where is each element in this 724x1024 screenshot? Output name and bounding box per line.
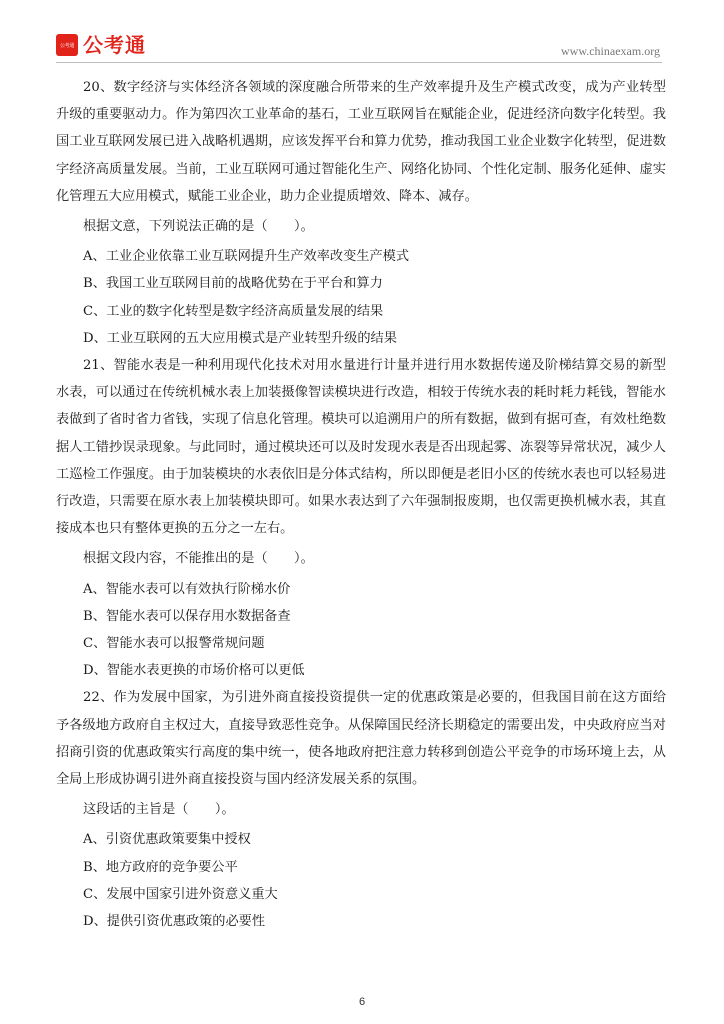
logo-mark-icon: 公考通 xyxy=(56,34,78,56)
page-header xyxy=(56,34,662,62)
question-passage: 22、作为发展中国家，为引进外商直接投资提供一定的优惠政策是必要的，但我国目前在这方面给予各级地方政府自主权过大，直接导致恶性竞争。从保障国民经济长期稳定的需要出发，中央政府应当对招商引资的优惠政策实行高度的集中统一，使各地政府把注意力转移到创造公平竞争的市场环境上去，从全局上形成协调引进外商直接投资与国内经济发展关系的氛围。 xyxy=(56,690,666,788)
logo-text: 公考通 xyxy=(83,33,146,57)
option-a: A、智能水表可以有效执行阶梯水价 xyxy=(83,581,291,597)
question-20 xyxy=(56,74,666,352)
option-c: C、发展中国家引进外资意义重大 xyxy=(83,886,278,902)
option-d: D、提供引资优惠政策的必要性 xyxy=(83,914,266,930)
header-divider xyxy=(56,62,662,63)
page-number: 6 xyxy=(358,996,366,1008)
option-a: A、工业企业依靠工业互联网提升生产效率改变生产模式 xyxy=(83,249,410,265)
option-b: B、智能水表可以保存用水数据备查 xyxy=(83,608,291,624)
question-stem: 这段话的主旨是（ ）。 xyxy=(83,802,235,818)
option-c: C、工业的数字化转型是数字经济高质量发展的结果 xyxy=(83,303,384,319)
question-stem: 根据文意，下列说法正确的是（ ）。 xyxy=(83,219,314,235)
document-body xyxy=(56,74,666,935)
site-url[interactable]: www.chinaexam.org xyxy=(561,44,660,58)
option-b: B、我国工业互联网目前的战略优势在于平台和算力 xyxy=(83,276,383,292)
option-d: D、智能水表更换的市场价格可以更低 xyxy=(83,663,305,679)
option-c: C、智能水表可以报警常规问题 xyxy=(83,636,265,652)
question-21 xyxy=(56,352,666,684)
option-a: A、引资优惠政策要集中授权 xyxy=(83,832,251,848)
logo[interactable] xyxy=(56,34,146,56)
question-passage: 20、数字经济与实体经济各领域的深度融合所带来的生产效率提升及生产模式改变，成为产业转型升级的重要驱动力。作为第四次工业革命的基石，工业互联网旨在赋能企业，促进经济向数字化转型。我国工业互联网发展已进入战略机遇期，应该发挥平台和算力优势，推动我国工业企业数字化转型，促进数字经济高质量发展。当前，工业互联网可通过智能化生产、网络化协同、个性化定制、服务化延伸、虚实化管理五大应用模式，赋能工业企业，助力企业提质增效、降本、减存。 xyxy=(56,80,666,204)
option-b: B、地方政府的竞争要公平 xyxy=(83,859,238,875)
question-stem: 根据文段内容，不能推出的是（ ）。 xyxy=(83,551,314,567)
option-d: D、工业互联网的五大应用模式是产业转型升级的结果 xyxy=(83,330,397,346)
question-passage: 21、智能水表是一种利用现代化技术对用水量进行计量并进行用水数据传递及阶梯结算交易的新型水表，可以通过在传统机械水表上加装摄像智读模块进行改造，相较于传统水表的耗时耗力耗钱，智能水表做到了省时省力省钱，实现了信息化管理。模块可以追溯用户的所有数据，做到有据可查，有效杜绝数据人工错抄误录现象。与此同时，通过模块还可以及时发现水表是否出现起雾、冻裂等异常状况，减少人工巡检工作强度。由于加装模块的水表依旧是分体式结构，所以即便是老旧小区的传统水表也可以轻易进行改造，只需要在原水表上加装模块即可。如果水表达到了六年强制报废期，也仅需更换机械水表，其直接成本也只有整体更换的五分之一左右。 xyxy=(56,358,666,537)
question-22 xyxy=(56,684,666,935)
